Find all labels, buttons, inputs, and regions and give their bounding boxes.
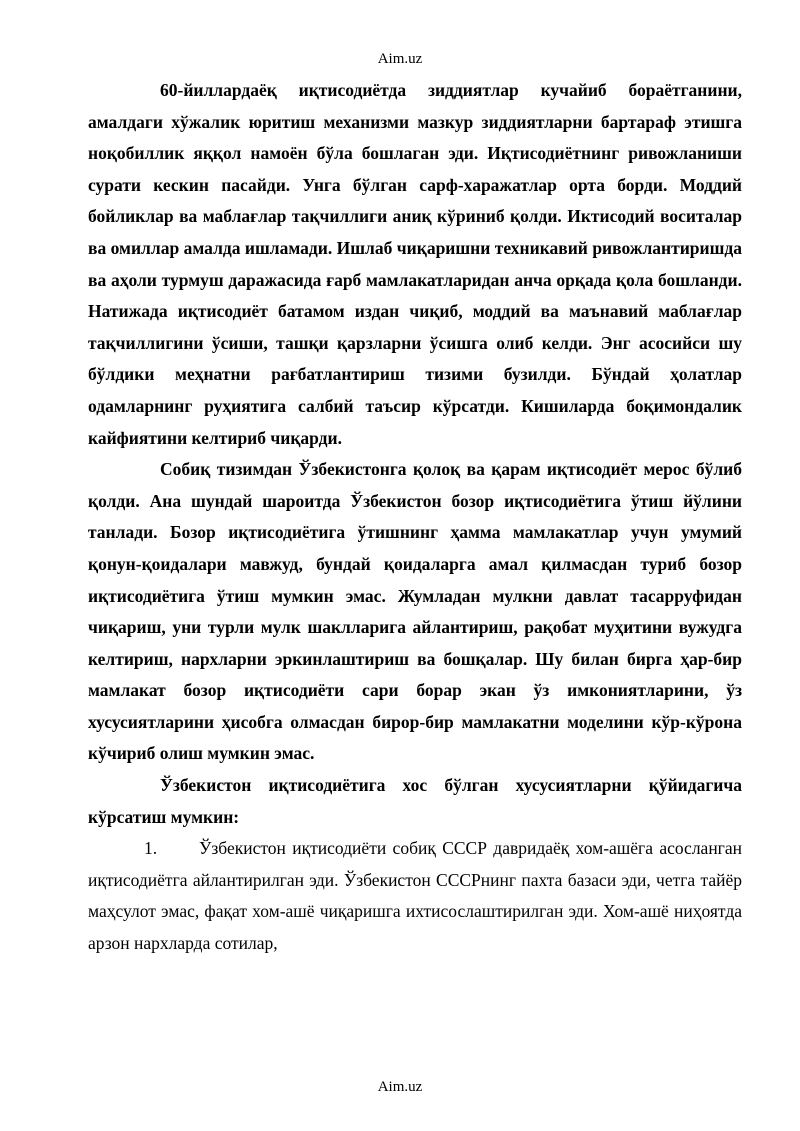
- paragraph-3: Ўзбекистон иқтисодиётига хос бўлган хусусиятларни қўйидагича кўрсатиш мумкин:: [88, 775, 742, 827]
- page-header: Aim.uz: [377, 51, 423, 67]
- document-body: [88, 75, 742, 960]
- page-footer: Aim.uz: [377, 1079, 423, 1095]
- list-item-number: 1.: [144, 838, 158, 859]
- list-item: [88, 833, 742, 959]
- paragraph-2: Собиқ тизимдан Ўзбекистонга қолоқ ва қарам иқтисодиёт мерос бўлиб қолди. Ана шундай шароитда Ўзбекистон бозор иқтисодиётига ўтиш йўлини танлади. Бозор иқтисодиётига ўтишнинг ҳамма мамлакатлар учун умумий қонун-қоидалари мавжуд, бундай қоидаларга амал қилмасдан туриб бозор иқтисодиётига ўтиш мумкин эмас. Жумладан мулкни давлат тасарруфидан чиқариш, уни турли мулк шаклларига айлантириш, рақобат муҳитини вужудга келтириш, нархларни эркинлаштириш ва бошқалар. Шу билан бирга ҳар-бир мамлакат бозор иқтисодиёти сари борар экан ўз имкониятларини, ўз хусусиятларини ҳисобга олмасдан бирор-бир мамлакатни моделини кўр-кўрона кўчириб олиш мумкин эмас.: [88, 459, 742, 764]
- paragraph-1: 60-йиллардаёқ иқтисодиётда зиддиятлар кучайиб бораётганини, амалдаги хўжалик юритиш механизми мазкур зиддиятларни бартараф этишга ноқобиллик яққол намоён бўла бошлаган эди. Иқтисодиётнинг ривожланиши сурати кескин пасайди. Унга бўлган сарф-харажатлар орта борди. Моддий бойликлар ва маблағлар тақчиллиги аниқ кўриниб қолди. Иктисодий воситалар ва омиллар амалда ишламади. Ишлаб чиқаришни техникавий ривожлантиришда ва аҳоли турмуш даражасида ғарб мамлакатларидан анча орқада қола бошланди. Натижада иқтисодиёт батамом издан чиқиб, моддий ва маънавий маблағлар тақчиллигини ўсиши, ташқи қарзларни ўсишга олиб келди. Энг асосийси шу бўлдики меҳнатни рағбатлантириш тизими бузилди. Бўндай ҳолатлар одамларнинг руҳиятига салбий таъсир кўрсатди. Кишиларда боқимондалик кайфиятини келтириб чиқарди.: [88, 80, 742, 448]
- list-item-text: Ўзбекистон иқтисодиёти собиқ СССР давридаёқ хом-ашёга асосланган иқтисодиётга айлантирилган эди. Ўзбекистон СССРнинг пахта базаси эди, четга тайёр маҳсулот эмас, фақат хом-ашё чиқаришга ихтисослаштирилган эди. Хом-ашё ниҳоятда арзон нархларда сотилар,: [88, 838, 742, 954]
